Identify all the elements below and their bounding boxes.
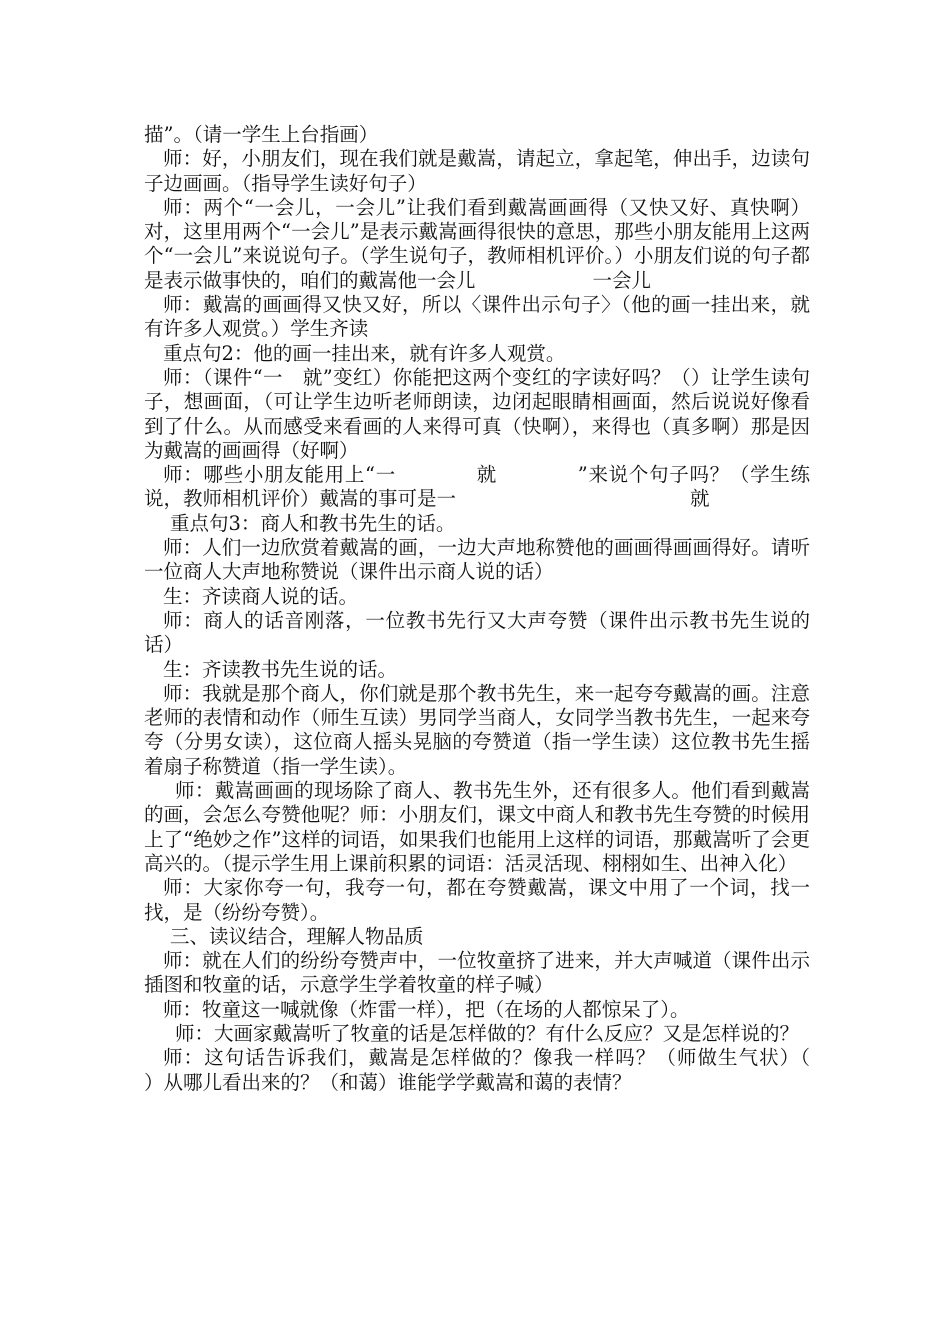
paragraph: 生：齐读商人说的话。 [163,584,359,608]
paragraph: 师：（课件“一 就”变红）你能把这两个变红的字读好吗？（）让学生读句子，想画面，（可让学生边听老师朗读，边闭起眼睛相画面，然后说说好像看到了什么。从而感受来看画的人来得可真（快啊），来得也（真多啊）那是因为戴嵩的画画得（好啊） [144,365,810,462]
paragraph: 师：哪些小朋友能用上“一 就 ”来说个句子吗？（学生练说，教师相机评价）戴嵩的事可是一 就 [144,463,810,511]
paragraph: 重点句3：商人和教书先生的话。 [170,511,456,535]
paragraph: 师：戴嵩画画的现场除了商人、教书先生外，还有很多人。他们看到戴嵩的画，会怎么夸赞他呢？师：小朋友们，课文中商人和教书先生夸赞的时候用上了“绝妙之作”这样的词语，如果我们也能用上这样的词语，那戴嵩听了会更高兴的。（提示学生用上课前积累的词语：活灵活现、栩栩如生、出神入化） [144,779,810,875]
paragraph: 师：这句话告诉我们，戴嵩是怎样做的？像我一样吗？（师做生气状）（ ）从哪儿看出来的？（和蔼）谁能学学戴嵩和蔼的表情？ [144,1046,850,1094]
document-body [144,123,850,1095]
paragraph: 师：人们一边欣赏着戴嵩的画，一边大声地称赞他的画画得画画得好。请听一位商人大声地称赞说（课件出示商人说的话） [144,536,810,584]
paragraph: 生：齐读教书先生说的话。 [163,657,398,681]
paragraph: 师：大家你夸一句，我夸一句，都在夸赞戴嵩，课文中用了一个词，找一找，是（纷纷夸赞）。 [144,876,810,924]
paragraph: 师：戴嵩的画画得又快又好，所以〈课件出示句子〉（他的画一挂出来，就有许多人观赏。）学生齐读 [144,293,810,341]
section-heading: 三、读议结合，理解人物品质 [170,924,424,948]
paragraph: 师：好，小朋友们，现在我们就是戴嵩，请起立，拿起笔，伸出手，边读句子边画画。（指导学生读好句子） [144,147,810,195]
paragraph: 师：商人的话音刚落，一位教书先行又大声夸赞（课件出示教书先生说的话） [144,608,810,657]
paragraph: 师：我就是那个商人，你们就是那个教书先生，来一起夸夸戴嵩的画。注意老师的表情和动作（师生互读）男同学当商人，女同学当教书先生，一起来夸夸（分男女读），这位商人摇头晃脑的夸赞道（指一学生读）这位教书先生摇着扇子称赞道（指一学生读）。 [144,681,810,778]
paragraph: 重点句2：他的画一挂出来，就有许多人观赏。 [163,341,566,365]
paragraph: 师：牧童这一喊就像（炸雷一样），把（在场的人都惊呆了）。 [163,997,690,1021]
paragraph: 师：大画家戴嵩听了牧童的话是怎样做的？有什么反应？又是怎样说的？ [175,1021,800,1045]
paragraph: 师：就在人们的纷纷夸赞声中，一位牧童挤了进来，并大声喊道（课件出示插图和牧童的话，示意学生学着牧童的样子喊） [144,949,810,997]
paragraph: 描”。（请一学生上台指画） [144,123,379,146]
paragraph: 师：两个“一会儿，一会儿”让我们看到戴嵩画画得（又快又好、真快啊）对，这里用两个“一会儿”是表示戴嵩画得很快的意思，那些小朋友能用上这两个“一会儿”来说说句子。（学生说句子，教师相机评价。）小朋友们说的句子都是表示做事快的，咱们的戴嵩他一会儿 一会儿 [144,195,810,292]
